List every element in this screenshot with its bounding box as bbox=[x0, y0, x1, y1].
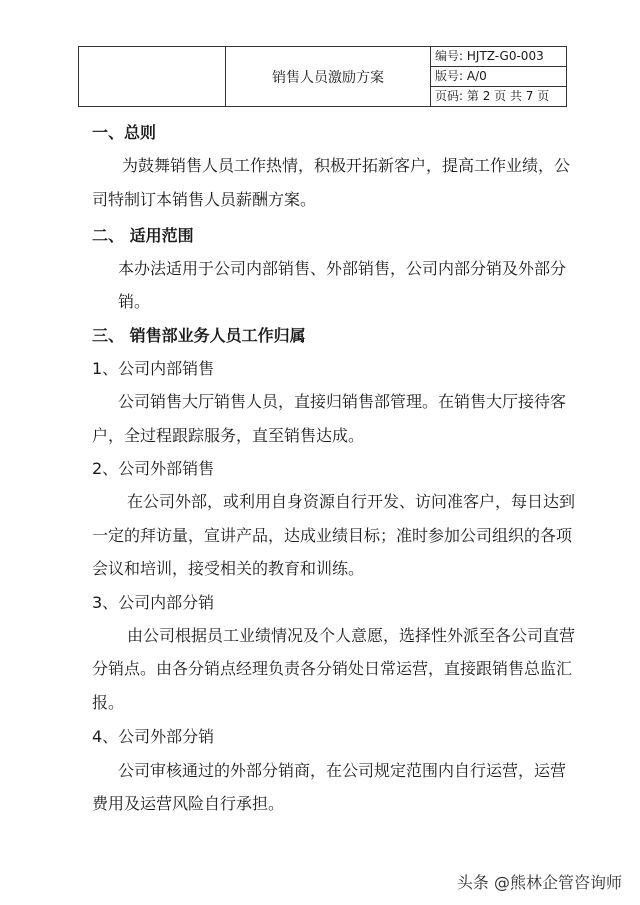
paragraph-line: 为鼓舞销售人员工作热情，积极开拓新客户，提高工作业绩，公 bbox=[122, 156, 571, 175]
doc-code: 编号: HJTZ-G0-003 bbox=[431, 47, 567, 67]
paragraph-line: 本办法适用于公司内部销售、外部销售，公司内部分销及外部分 bbox=[118, 259, 567, 278]
paragraph-line: 报。 bbox=[92, 693, 125, 712]
doc-version-value: A/0 bbox=[466, 69, 487, 83]
document-header-table bbox=[78, 46, 567, 107]
subsection-4-title: 4、公司外部分销 bbox=[92, 727, 215, 746]
paragraph-line: 费用及运营风险自行承担。 bbox=[92, 794, 285, 813]
paragraph-line: 由公司根据员工业绩情况及个人意愿，选择性外派至各公司直营 bbox=[127, 626, 576, 645]
doc-page-value: 第 2 页 共 7 页 bbox=[466, 89, 550, 103]
paragraph-line: 在公司外部，或利用自身资源自行开发、访问准客户，每日达到 bbox=[127, 492, 576, 511]
section-1-title: 一、总则 bbox=[92, 123, 157, 142]
document-title: 销售人员激励方案 bbox=[226, 47, 431, 107]
section-3-title: 三、 销售部业务人员工作归属 bbox=[92, 326, 306, 345]
doc-version: 版号: A/0 bbox=[431, 67, 567, 87]
paragraph-line: 会议和培训，接受相关的教育和训练。 bbox=[92, 559, 365, 578]
doc-page: 页码: 第 2 页 共 7 页 bbox=[431, 87, 567, 107]
paragraph-line: 公司销售大厅销售人员，直接归销售部管理。在销售大厅接待客 bbox=[118, 392, 567, 411]
doc-code-value: HJTZ-G0-003 bbox=[466, 49, 544, 63]
subsection-2-title: 2、公司外部销售 bbox=[92, 459, 215, 478]
paragraph-line: 公司审核通过的外部分销商，在公司规定范围内自行运营，运营 bbox=[118, 761, 567, 780]
paragraph-line: 一定的拜访量，宣讲产品，达成业绩目标；准时参加公司组织的各项 bbox=[92, 526, 573, 545]
paragraph-line: 销。 bbox=[118, 292, 151, 311]
subsection-3-title: 3、公司内部分销 bbox=[92, 593, 215, 612]
subsection-1-title: 1、公司内部销售 bbox=[92, 359, 215, 378]
section-2-title: 二、 适用范围 bbox=[92, 226, 194, 245]
paragraph-line: 司特制订本销售人员薪酬方案。 bbox=[92, 190, 317, 209]
paragraph-line: 户，全过程跟踪服务，直至销售达成。 bbox=[92, 426, 365, 445]
source-watermark: 头条 @熊林企管咨询师 bbox=[456, 873, 622, 892]
paragraph-line: 分销点。由各分销点经理负责各分销处日常运营，直接跟销售总监汇 bbox=[92, 659, 573, 678]
logo-cell bbox=[79, 47, 226, 107]
